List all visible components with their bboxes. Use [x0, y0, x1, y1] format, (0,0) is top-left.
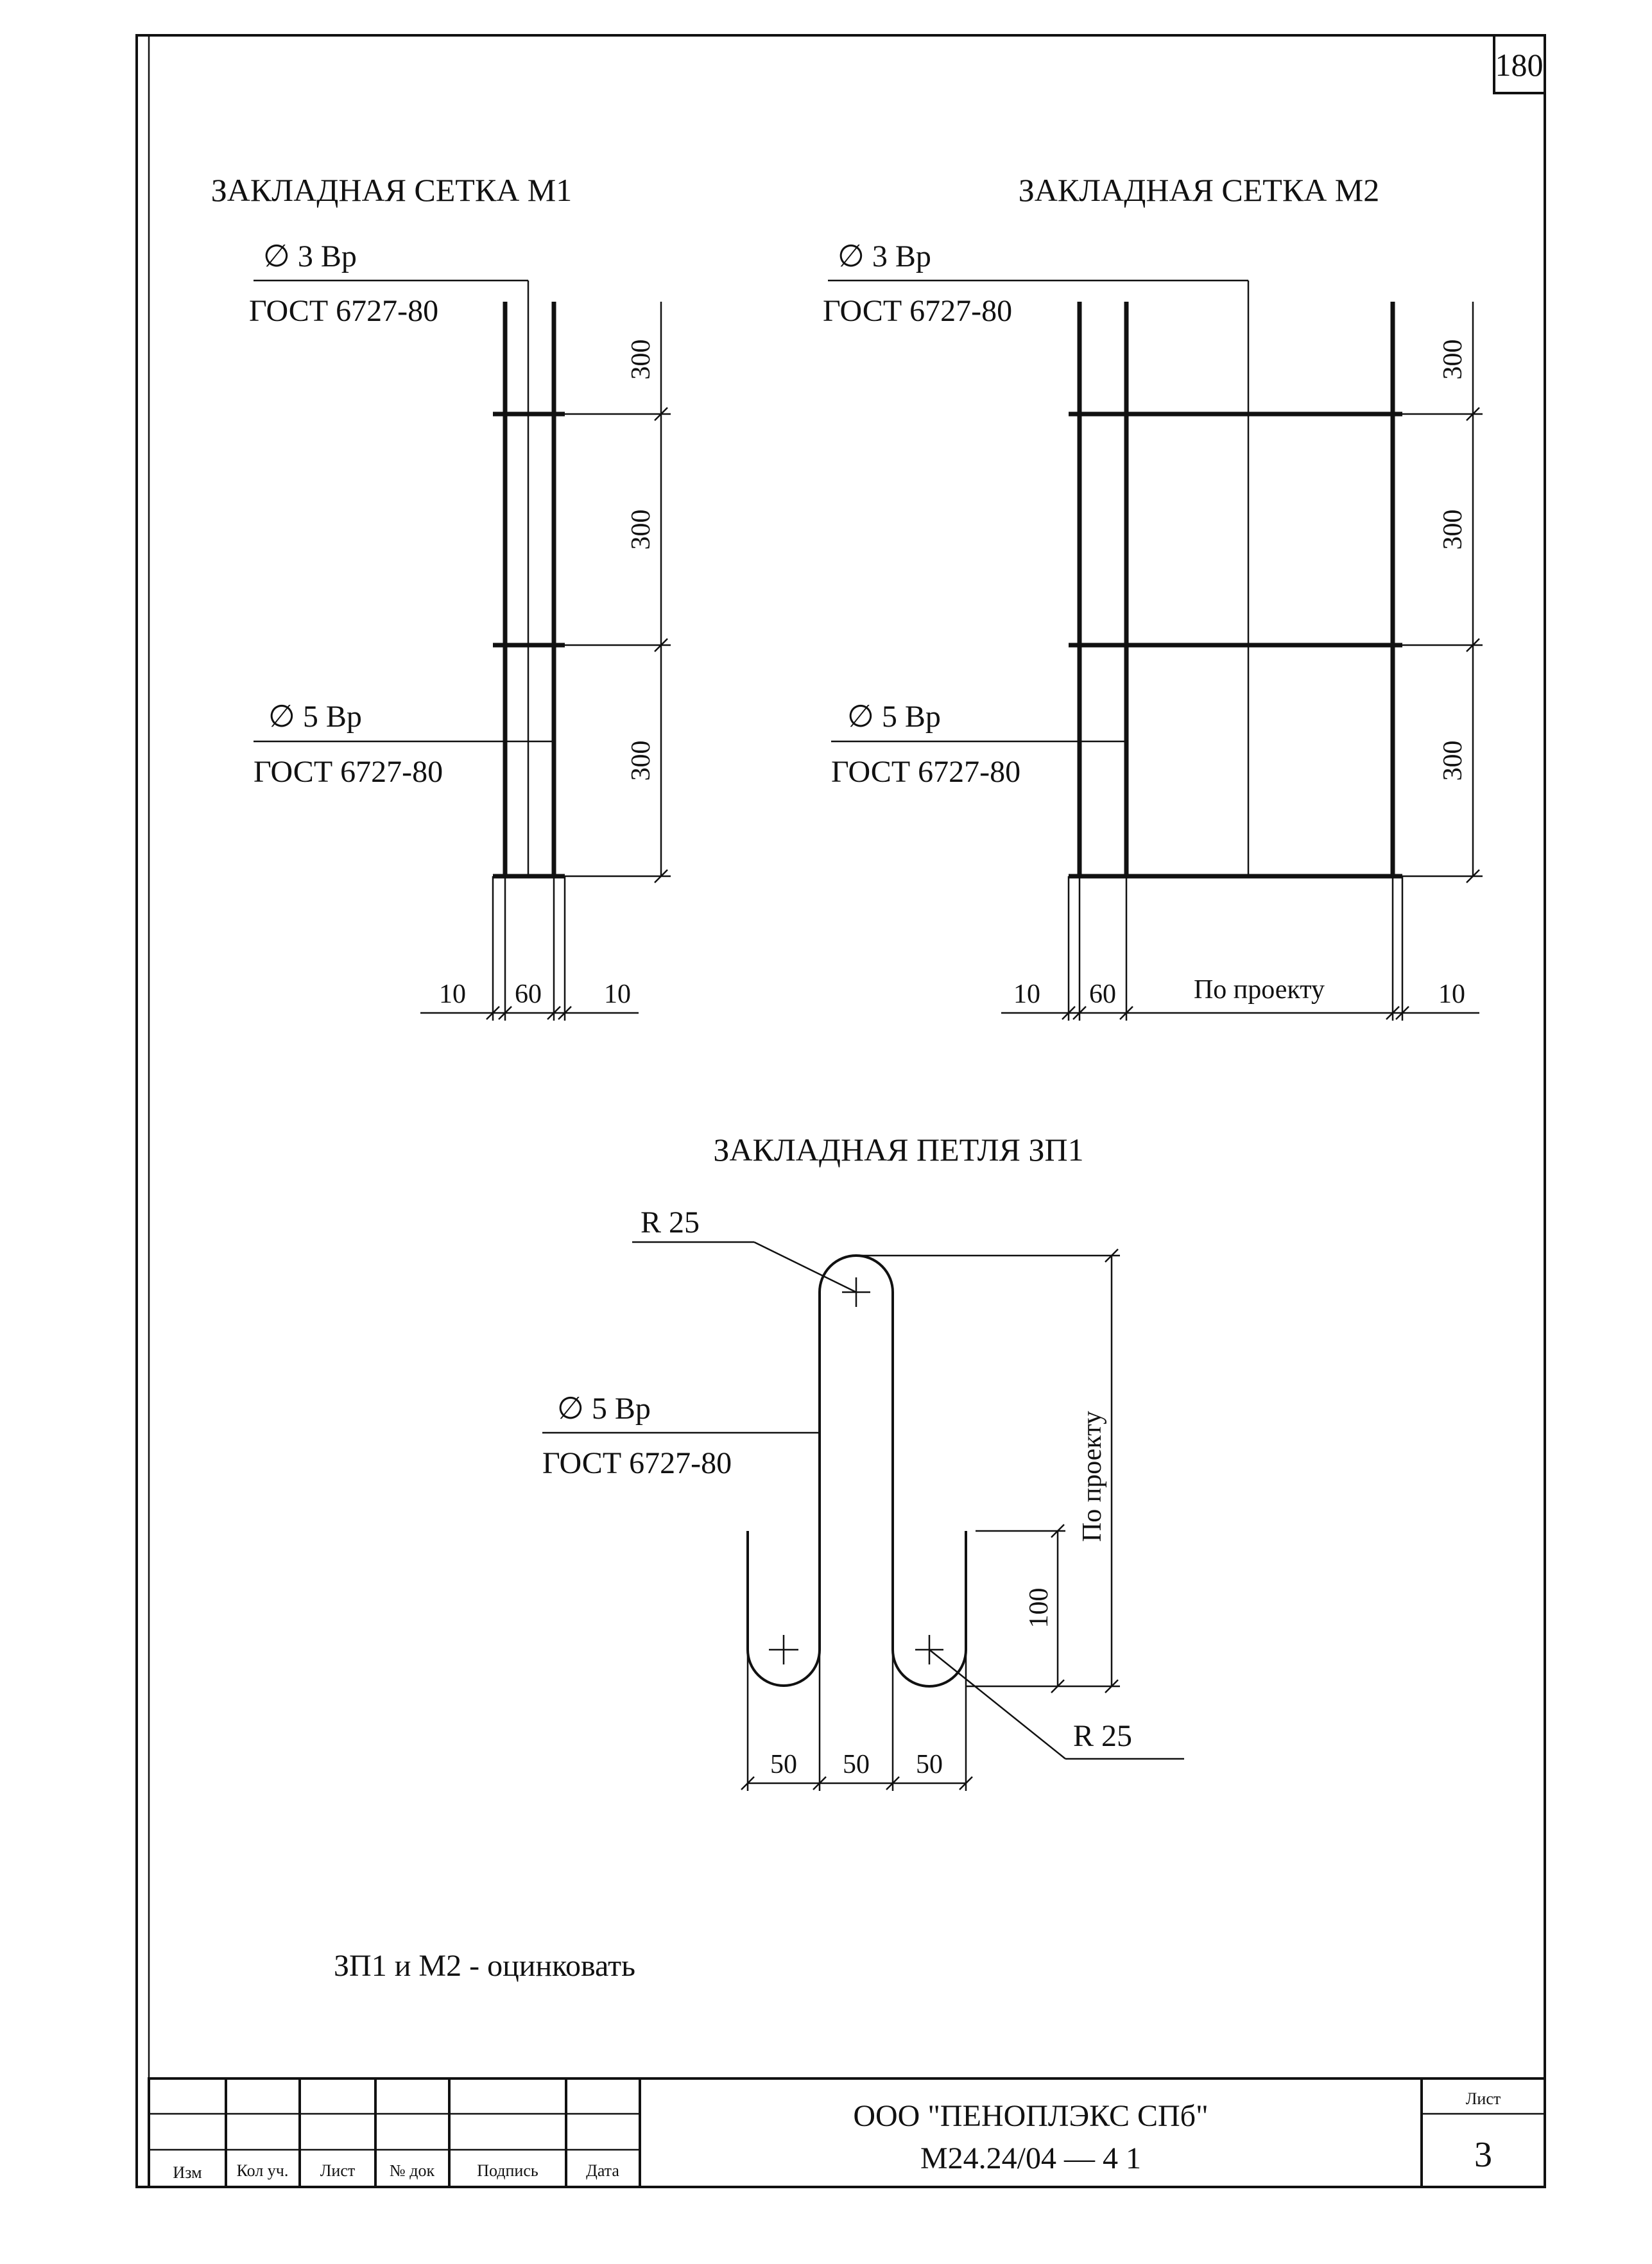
mesh-m2-vertical-dim: 300	[1438, 740, 1468, 781]
loop-zp1-radius-top: R 25	[641, 1205, 700, 1240]
mesh-m1-vertical-dim: 300	[626, 509, 656, 550]
title-block-sheet-number: 3	[1474, 2135, 1492, 2175]
mesh-m2-drawing	[823, 172, 1483, 1021]
mesh-m1-wire-top-standard: ГОСТ 6727-80	[249, 294, 439, 328]
title-block-border	[149, 2078, 1545, 2187]
mesh-m1-horizontal-dim: 60	[515, 980, 542, 1009]
mesh-m1-vertical-dim: 300	[626, 740, 656, 781]
loop-zp1-height-dim: По проекту	[1078, 1410, 1107, 1542]
mesh-m2-wire-top-standard: ГОСТ 6727-80	[823, 294, 1013, 328]
loop-zp1-width-dim: 50	[843, 1750, 870, 1779]
mesh-m2-horizontal-dim: 10	[1013, 980, 1040, 1009]
mesh-m2-wire-top-diameter: ∅ 3 Вр	[838, 239, 931, 273]
title-block-sheet-label: Лист	[1465, 2089, 1501, 2108]
mesh-m2-title: ЗАКЛАДНАЯ СЕТКА М2	[1018, 172, 1380, 208]
mesh-m1-wire-bottom-standard: ГОСТ 6727-80	[254, 755, 443, 789]
mesh-m2-wire-bottom-standard: ГОСТ 6727-80	[831, 755, 1021, 789]
mesh-m2-horizontal-dim: По проекту	[1193, 975, 1325, 1005]
loop-zp1-leg-dim: 100	[1024, 1587, 1054, 1629]
mesh-m2-horizontal-dim: 10	[1438, 980, 1465, 1009]
loop-zp1-width-dim: 50	[770, 1750, 797, 1779]
page-number: 180	[1495, 47, 1544, 83]
title-block-column-header: Дата	[586, 2161, 619, 2180]
loop-zp1-radius-top-leader	[754, 1242, 856, 1292]
galvanize-note: ЗП1 и М2 - оцинковать	[334, 1949, 635, 1983]
mesh-m1-wire-bottom-diameter: ∅ 5 Вр	[268, 700, 362, 734]
loop-zp1-radius-bottom-leader	[929, 1650, 1065, 1759]
loop-zp1-center-mark	[769, 1635, 798, 1664]
loop-zp1-wire-standard: ГОСТ 6727-80	[542, 1446, 732, 1480]
title-block-column-header: Кол уч.	[236, 2161, 289, 2180]
mesh-m1-horizontal-dim: 10	[604, 980, 631, 1009]
mesh-m2-horizontal-dim: 60	[1089, 980, 1116, 1009]
mesh-m1-wire-top-diameter: ∅ 3 Вр	[263, 239, 357, 273]
title-block-column-header: Подпись	[477, 2161, 538, 2180]
loop-zp1-wire	[748, 1256, 966, 1686]
mesh-m2-vertical-dim: 300	[1438, 339, 1468, 380]
loop-zp1-title: ЗАКЛАДНАЯ ПЕТЛЯ ЗП1	[713, 1132, 1084, 1168]
mesh-m1-horizontal-dim: 10	[439, 980, 466, 1009]
mesh-m1-drawing	[211, 172, 671, 1021]
title-block-column-header: Лист	[320, 2161, 356, 2180]
title-block-document-code: М24.24/04 — 4 1	[920, 2141, 1142, 2175]
mesh-m1-title: ЗАКЛАДНАЯ СЕТКА М1	[211, 172, 572, 208]
title-block-column-header: Изм	[173, 2163, 202, 2182]
loop-zp1-width-dim: 50	[916, 1750, 943, 1779]
title-block	[149, 2078, 1545, 2187]
loop-zp1-drawing	[542, 1132, 1184, 1791]
loop-zp1-wire-diameter: ∅ 5 Вр	[557, 1392, 651, 1426]
title-block-column-header: № док	[389, 2161, 435, 2180]
mesh-m1-vertical-dim: 300	[626, 339, 656, 380]
outer-frame	[137, 35, 1545, 2187]
mesh-m2-wire-bottom-diameter: ∅ 5 Вр	[847, 700, 941, 734]
title-block-organization: ООО "ПЕНОПЛЭКС СПб"	[853, 2099, 1209, 2133]
loop-zp1-radius-bottom: R 25	[1073, 1719, 1133, 1753]
mesh-m2-vertical-dim: 300	[1438, 509, 1468, 550]
